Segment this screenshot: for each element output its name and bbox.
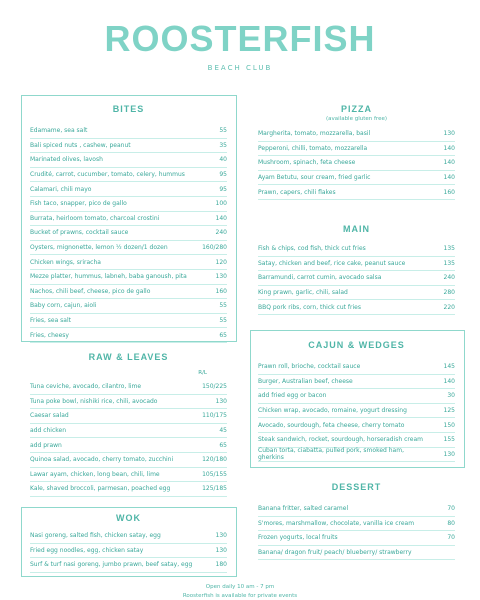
menu-item-name: Bali spiced nuts , cashew, peanut: [30, 141, 131, 149]
menu-item-price: 110/175: [202, 412, 227, 420]
menu-item-name: Bucket of prawns, cocktail sauce: [30, 229, 129, 237]
menu-item: [30, 241, 227, 256]
menu-item: [30, 139, 227, 154]
menu-item-name: Ayam Betutu, sour cream, fried garlic: [258, 174, 371, 182]
raw-column-header: R/L: [198, 370, 207, 376]
menu-item-price: 240: [215, 229, 227, 237]
menu-item: [30, 453, 227, 468]
menu-item: [30, 270, 227, 285]
wok-section: [30, 513, 227, 573]
menu-item-name: Satay, chicken and beef, rice cake, peanut sauce: [258, 259, 406, 267]
menu-item-price: 140: [443, 159, 455, 167]
menu-item-price: 40: [219, 156, 227, 164]
menu-item-name: Mushroom, spinach, feta cheese: [258, 159, 356, 167]
menu-item-name: Burrata, heirloom tomato, charcoal crostini: [30, 214, 160, 222]
menu-item-name: Frozen yogurts, local fruits: [258, 534, 338, 542]
menu-item-name: Marinated olives, lavosh: [30, 156, 103, 164]
menu-item: [30, 438, 227, 453]
menu-item-name: Fish & chips, cod fish, thick cut fries: [258, 245, 366, 253]
section-title-wok: WOK: [116, 513, 141, 523]
menu-item: [30, 182, 227, 197]
section-title-pizza: PIZZA: [341, 104, 372, 114]
menu-item-price: 150/225: [202, 383, 227, 391]
brand-logo: ROOSTERFISH: [104, 18, 376, 59]
brand-subtitle: BEACH CLUB: [207, 64, 273, 72]
menu-item: [258, 448, 455, 463]
menu-item: [258, 418, 455, 433]
menu-item-price: 55: [219, 127, 227, 135]
menu-item-name: Barramundi, carrot cumin, avocado salsa: [258, 274, 382, 282]
menu-item-name: Baby corn, cajun, aioli: [30, 302, 97, 310]
menu-item-name: Tuna ceviche, avocado, cilantro, lime: [30, 383, 142, 391]
menu-item-price: 65: [219, 331, 227, 339]
menu-item-price: 95: [219, 185, 227, 193]
menu-item: [258, 257, 455, 272]
menu-item: [30, 285, 227, 300]
menu-item-name: Kale, shaved broccoli, parmesan, poached egg: [30, 485, 171, 493]
menu-item-price: 105/155: [202, 470, 227, 478]
menu-item-name: Banana/ dragon fruit/ peach/ blueberry/ strawberry: [258, 549, 412, 557]
menu-item: [30, 424, 227, 439]
menu-item-price: 130: [443, 130, 455, 138]
menu-item-price: 125/185: [202, 485, 227, 493]
menu-item-price: 130: [215, 273, 227, 281]
menu-item-price: 130: [215, 532, 227, 540]
menu-item-name: Burger, Australian beef, cheese: [258, 377, 353, 385]
menu-item: [30, 468, 227, 483]
menu-item-name: Mezze platter, hummus, labneh, baba ganoush, pita: [30, 273, 187, 281]
menu-item-price: 180: [215, 561, 227, 569]
menu-item-name: Calamari, chili mayo: [30, 185, 92, 193]
menu-item: [30, 314, 227, 329]
menu-item: [30, 212, 227, 227]
menu-item: [30, 482, 227, 497]
menu-item: [258, 242, 455, 257]
menu-item: [258, 433, 455, 448]
menu-item: [30, 197, 227, 212]
menu-item-name: S'mores, marshmallow, chocolate, vanilla ice cream: [258, 519, 415, 527]
menu-item: [30, 380, 227, 395]
menu-item-price: 70: [447, 534, 455, 542]
menu-item: [258, 546, 455, 561]
menu-item-name: Avocado, sourdough, feta cheese, cherry tomato: [258, 421, 405, 429]
menu-item-name: Banana fritter, salted caramel: [258, 505, 349, 513]
menu-item-name: Crudité, carrot, cucumber, tomato, celery, hummus: [30, 171, 185, 179]
menu-item: [30, 409, 227, 424]
menu-item: [258, 286, 455, 301]
menu-item: [258, 171, 455, 186]
menu-item: [258, 271, 455, 286]
section-title-raw: RAW & LEAVES: [88, 352, 169, 362]
menu-item-price: 130: [215, 546, 227, 554]
menu-item-name: Fried egg noodles, egg, chicken satay: [30, 546, 144, 554]
menu-item-price: 130: [443, 450, 455, 458]
menu-item-name: Nasi goreng, salted fish, chicken satay, egg: [30, 532, 161, 540]
menu-item: [30, 153, 227, 168]
menu-item-name: Lawar ayam, chicken, long bean, chili, lime: [30, 470, 160, 478]
menu-item-name: Steak sandwich, rocket, sourdough, horseradish cream: [258, 436, 423, 444]
menu-item-price: 145: [443, 363, 455, 371]
menu-item: [258, 360, 455, 375]
pizza-subtitle: (available gluten free): [326, 116, 387, 122]
menu-item-price: 160: [443, 188, 455, 196]
menu-item-name: Cuban torta, ciabatta, pulled pork, smoked ham, gherkins: [258, 447, 404, 462]
pizza-section: [258, 104, 455, 200]
menu-item-name: add prawn: [30, 441, 62, 449]
menu-item-name: Prawn roll, brioche, cocktail sauce: [258, 363, 361, 371]
menu-item-name: King prawn, garlic, chili, salad: [258, 289, 348, 297]
menu-item: [30, 558, 227, 573]
menu-item-price: 120: [215, 258, 227, 266]
menu-item-price: 100: [215, 200, 227, 208]
menu-item-name: Chicken wings, sriracha: [30, 258, 101, 266]
menu-item-price: 140: [443, 377, 455, 385]
menu-item-price: 220: [443, 303, 455, 311]
menu-item-name: Caesar salad: [30, 412, 69, 420]
menu-item-name: Nachos, chili beef, cheese, pico de gallo: [30, 287, 151, 295]
menu-item-price: 125: [443, 407, 455, 415]
menu-item: [30, 255, 227, 270]
menu-item-name: add fried egg or bacon: [258, 392, 327, 400]
menu-item-price: 95: [219, 171, 227, 179]
menu-item-price: 80: [447, 519, 455, 527]
menu-item: [258, 404, 455, 419]
menu-item: [258, 142, 455, 157]
menu-item: [258, 502, 455, 517]
menu-item: [30, 544, 227, 559]
dessert-section: [258, 482, 455, 560]
menu-item-name: Fries, cheesy: [30, 331, 69, 339]
menu-item-name: BBQ pork ribs, corn, thick cut fries: [258, 303, 361, 311]
section-title-main: MAIN: [343, 224, 370, 234]
menu-item-name: Quinoa salad, avocado, cherry tomato, zucchini: [30, 456, 174, 464]
menu-item: [258, 156, 455, 171]
menu-item-price: 240: [443, 274, 455, 282]
menu-item: [30, 328, 227, 343]
section-title-dessert: DESSERT: [331, 482, 382, 492]
menu-item: [30, 124, 227, 139]
raw-section: [30, 352, 227, 497]
menu-item-price: 45: [219, 427, 227, 435]
menu-item-price: 160/280: [202, 244, 227, 252]
menu-item-price: 280: [443, 289, 455, 297]
menu-item: [258, 375, 455, 390]
menu-item-price: 155: [443, 436, 455, 444]
cajun-section: [258, 340, 455, 462]
menu-item-price: 140: [443, 144, 455, 152]
menu-item-name: add chicken: [30, 427, 67, 435]
menu-item-price: 135: [443, 245, 455, 253]
menu-item-name: Pepperoni, chilli, tomato, mozzarella: [258, 144, 368, 152]
opening-hours: Open daily 10 am - 7 pm: [205, 584, 275, 590]
menu-item-price: 160: [215, 287, 227, 295]
menu-item: [30, 168, 227, 183]
menu-item: [258, 389, 455, 404]
menu-item-name: Prawn, capers, chili flakes: [258, 188, 336, 196]
private-events-note: Roosterfish is available for private events: [182, 593, 298, 599]
menu-item-name: Chicken wrap, avocado, romaine, yogurt dressing: [258, 407, 407, 415]
menu-item: [258, 517, 455, 532]
menu-item-price: 120/180: [202, 456, 227, 464]
menu-item-price: 30: [447, 392, 455, 400]
menu-item: [30, 529, 227, 544]
bites-section: [30, 104, 227, 343]
menu-item-price: 35: [219, 141, 227, 149]
menu-item: [30, 226, 227, 241]
menu-item-price: 55: [219, 317, 227, 325]
section-title-bites: BITES: [112, 104, 145, 114]
menu-item-name: Margherita, tomato, mozzarella, basil: [258, 130, 371, 138]
menu-item-name: Fries, sea salt: [30, 317, 72, 325]
menu-item-price: 150: [443, 421, 455, 429]
menu-item: [258, 127, 455, 142]
menu-item-price: 55: [219, 302, 227, 310]
menu-item-name: Fish taco, snapper, pico de gallo: [30, 200, 127, 208]
section-title-cajun: CAJUN & WEDGES: [308, 340, 405, 350]
menu-item-name: Oysters, mignonette, lemon ½ dozen/1 dozen: [30, 244, 168, 252]
menu-item-price: 140: [443, 174, 455, 182]
menu-item-name: Surf & turf nasi goreng, jumbo prawn, beef satay, egg: [30, 561, 193, 569]
menu-item-price: 70: [447, 505, 455, 513]
main-section: [258, 224, 455, 315]
menu-item: [258, 300, 455, 315]
menu-item: [258, 185, 455, 200]
menu-item: [258, 531, 455, 546]
menu-item-price: 135: [443, 259, 455, 267]
menu-item: [30, 299, 227, 314]
menu-item: [30, 395, 227, 410]
menu-item-name: Tuna poke bowl, nishiki rice, chili, avocado: [30, 397, 158, 405]
menu-item-price: 130: [215, 397, 227, 405]
menu-item-price: 140: [215, 214, 227, 222]
menu-item-price: 65: [219, 441, 227, 449]
menu-item-name: Edamame, sea salt: [30, 127, 88, 135]
